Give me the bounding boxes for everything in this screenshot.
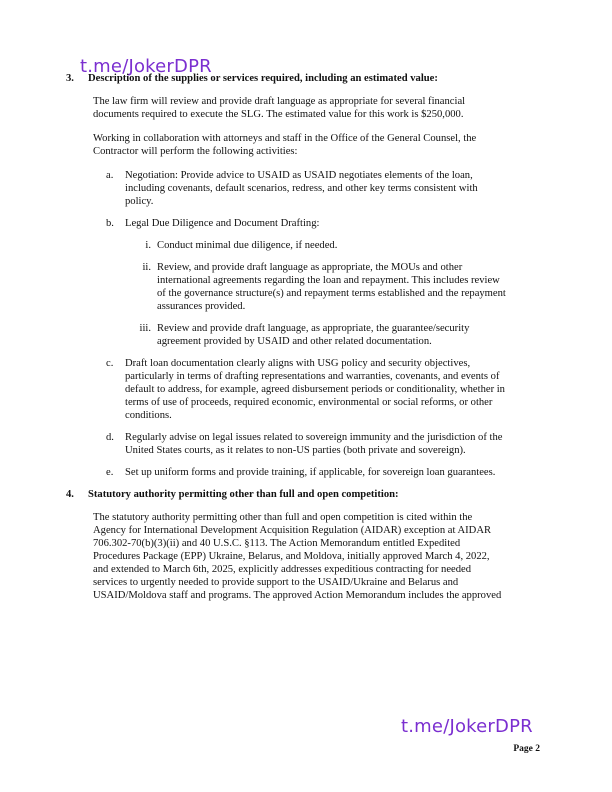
section-4-heading (66, 488, 506, 501)
section-3-heading (66, 72, 506, 85)
list-text: Regularly advise on legal issues related to sovereign immunity and the jurisdiction of the United States courts, as it relates to non-US parties (both private and sovereign). (125, 432, 503, 456)
section-title: Description of the supplies or services required, including an estimated value: (88, 73, 438, 84)
list-marker: d. (106, 432, 114, 443)
list-item-a (106, 169, 506, 208)
list-text: Legal Due Diligence and Document Drafting: (125, 218, 320, 229)
paragraph: The law firm will review and provide draft language as appropriate for several financial documents required to execute the SLG. The estimated value for this work is $250,000. (93, 96, 466, 120)
section-number: 4. (66, 489, 74, 500)
list-marker: e. (106, 467, 114, 478)
watermark-bottom: t.me/JokerDPR (401, 716, 533, 737)
sublist-marker: iii. (139, 323, 151, 334)
sublist-marker: ii. (142, 262, 151, 273)
paragraph: Working in collaboration with attorneys and staff in the Office of the General Counsel, the Contractor will perform the following activities: (93, 133, 477, 157)
list-item-e (106, 466, 506, 479)
sublist-text: Review, and provide draft language as appropriate, the MOUs and other international agreements regarding the loan and repayment. This includes review of the governance structure(s) and repayment terms established and the repayment assurances provided. (157, 262, 506, 312)
list-item-b (106, 217, 506, 230)
sublist-marker: i. (145, 240, 151, 251)
page-number: Page 2 (513, 744, 540, 754)
list-marker: b. (106, 218, 114, 229)
sublist-text: Review and provide draft language, as appropriate, the guarantee/security agreement provided by USAID and other related documentation. (157, 323, 470, 347)
list-item-d (106, 431, 506, 457)
list-marker: c. (106, 358, 114, 369)
section-title: Statutory authority permitting other than full and open competition: (88, 489, 399, 500)
sublist-item-ii (128, 261, 506, 313)
sublist-item-iii (128, 322, 506, 348)
list-item-c (106, 357, 506, 422)
document-body (66, 72, 506, 613)
sublist-text: Conduct minimal due diligence, if needed. (157, 240, 338, 251)
watermark-top: t.me/JokerDPR (80, 56, 212, 77)
list-text: Draft loan documentation clearly aligns with USG policy and security objectives, particularly in terms of drafting representations and warranties, covenants, and events of default to address, for example, agreed disbursement periods or conditionality, whether in terms of use of proceeds, required economic, environmental or social reforms, or other conditions. (125, 358, 505, 421)
sublist-item-i (128, 239, 506, 252)
list-text: Set up uniform forms and provide training, if applicable, for sovereign loan guarantees. (125, 467, 496, 478)
list-text: Negotiation: Provide advice to USAID as USAID negotiates elements of the loan, including covenants, default scenarios, redress, and other key terms consistent with policy. (125, 170, 478, 207)
paragraph: The statutory authority permitting other than full and open competition is cited within the Agency for International Development Acquisition Regulation (AIDAR) exception at AIDAR 706.302-70(b)(3)(ii) and 40 U.S.C. §113. The Action Memorandum entitled Expedited Procedures Package (EPP) Ukraine, Belarus, and Moldova, initially approved March 4, 2022, and extended to March 6th, 2025, explicitly addresses expeditious contracting for needed services to urgently needed to provide support to the USAID/Ukraine and Belarus and USAID/Moldova staff and programs. The approved Action Memorandum includes the approved (93, 512, 502, 601)
list-marker: a. (106, 170, 114, 181)
section-number: 3. (66, 73, 74, 84)
